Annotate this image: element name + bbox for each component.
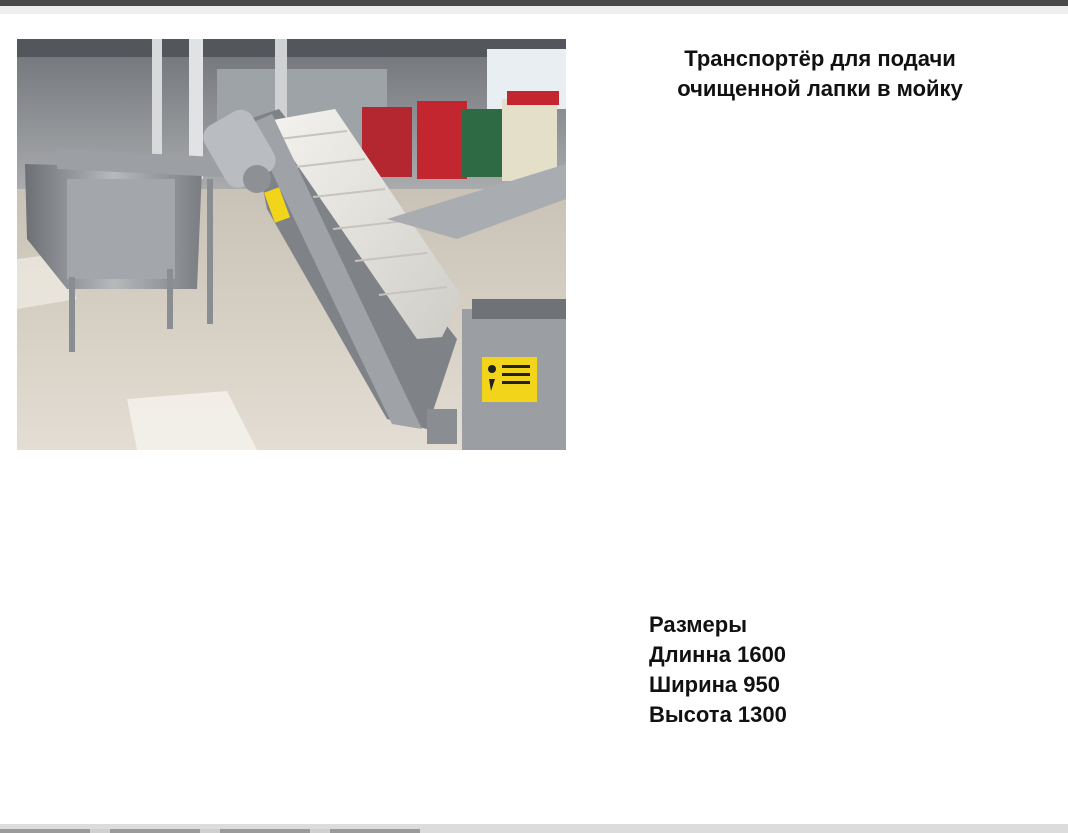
title-line-1: Транспортёр для подачи [684, 46, 956, 71]
dimension-width: Ширина 950 [649, 672, 780, 697]
title-line-2: очищенной лапки в мойку [677, 76, 963, 101]
conveyor-photo [17, 39, 566, 450]
dimensions-heading: Размеры [649, 612, 748, 637]
slide-title [610, 44, 1030, 104]
dimension-height: Высота 1300 [649, 702, 787, 727]
page-thumbnails-strip[interactable] [0, 829, 420, 833]
dimension-length: Длинна 1600 [649, 642, 787, 667]
window-top-band [0, 6, 1068, 14]
dimensions-block [649, 610, 949, 730]
